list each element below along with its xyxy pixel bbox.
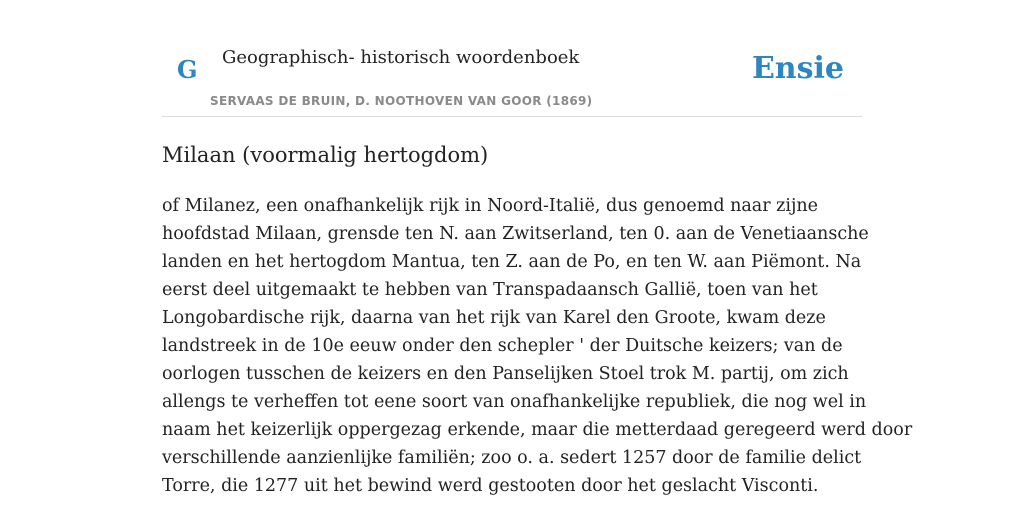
book-header xyxy=(162,0,862,117)
entry-line: allengs te verheffen tot eene soort van onafhankelijke republiek, die nog wel in xyxy=(162,392,867,412)
book-initial-logo: G xyxy=(177,55,198,84)
entry-line: Torre, die 1277 uit het bewind werd gestooten door het geslacht Visconti. xyxy=(162,476,819,496)
entry-line: oorlogen tusschen de keizers en den Panselijken Stoel trok M. partij, om zich xyxy=(162,364,849,384)
entry-line: landstreek in de 10e eeuw onder den schepler ' der Duitsche keizers; van de xyxy=(162,336,843,356)
ensie-brand-link[interactable]: Ensie xyxy=(751,51,844,86)
entry-line: Longobardische rijk, daarna van het rijk van Karel den Groote, kwam deze xyxy=(162,308,826,328)
entry-line: eerst deel uitgemaakt te hebben van Transpadaansch Gallië, toen van het xyxy=(162,280,818,300)
book-title[interactable]: Geographisch- historisch woordenboek xyxy=(222,47,580,68)
entry-line: verschillende aanzienlijke familiën; zoo o. a. sedert 1257 door de familie delict xyxy=(162,448,862,468)
book-authors: SERVAAS DE BRUIN, D. NOOTHOVEN VAN GOOR (1869) xyxy=(210,94,593,108)
entry-title: Milaan (voormalig hertogdom) xyxy=(162,143,489,167)
entry-line: hoofdstad Milaan, grensde ten N. aan Zwitserland, ten 0. aan de Venetiaansche xyxy=(162,224,869,244)
entry-body xyxy=(162,192,913,500)
entry-line: of Milanez, een onafhankelijk rijk in Noord-Italië, dus genoemd naar zijne xyxy=(162,196,819,216)
entry-line: landen en het hertogdom Mantua, ten Z. aan de Po, en ten W. aan Piëmont. Na xyxy=(162,252,862,272)
entry-line: naam het keizerlijk oppergezag erkende, maar die metterdaad geregeerd werd door xyxy=(162,420,913,440)
